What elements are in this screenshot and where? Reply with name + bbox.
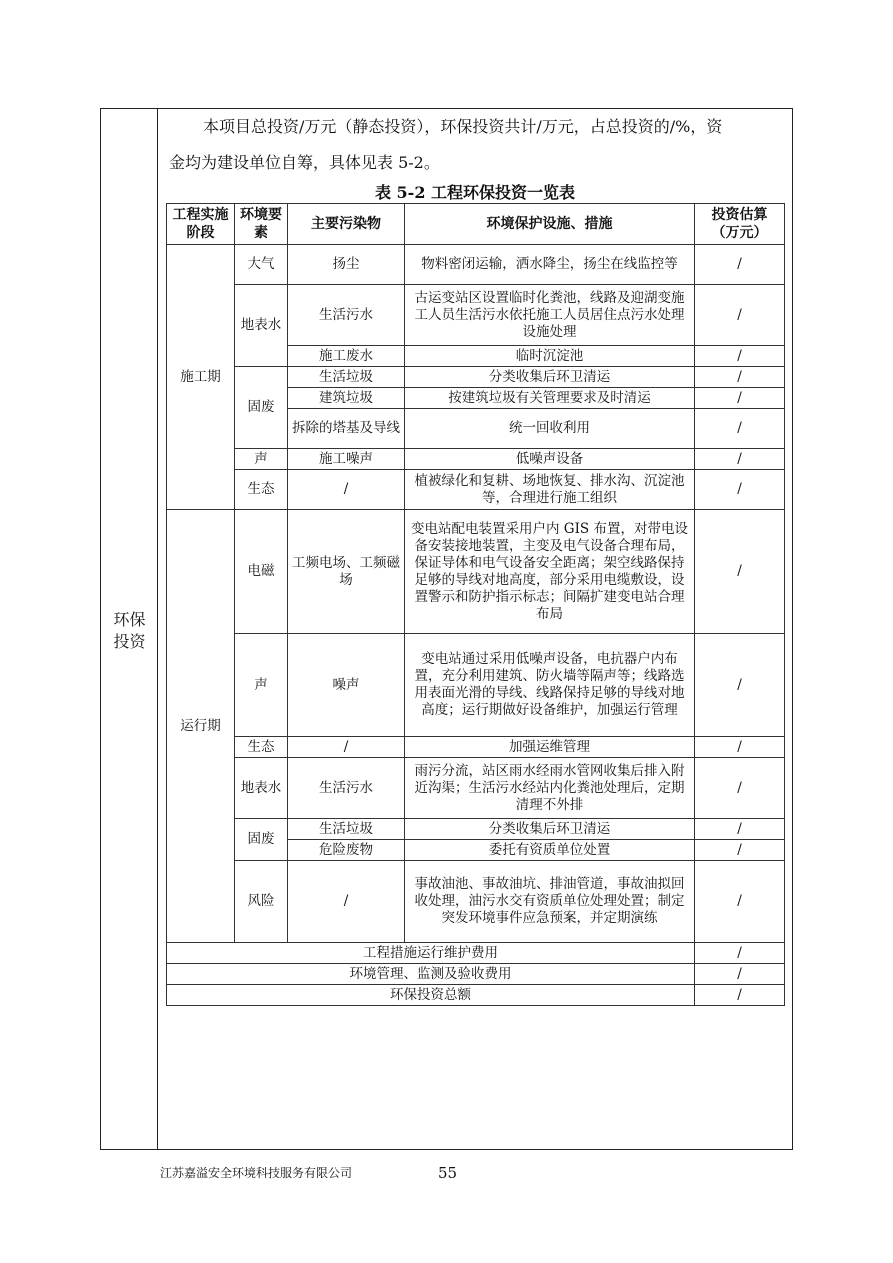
table-row bbox=[167, 367, 785, 388]
measure-cell: 按建筑垃圾有关管理要求及时清运 bbox=[405, 388, 695, 409]
measure-cell: 变电站配电装置采用户内 GIS 布置，对带电设备安装接地装置，主变及电气设备合理布局，保证导体和电气设备安全距离；架空线路保持足够的导线对地高度，部分采用电缆敷设，设置警示和防护指示标志；间隔扩建变电站合理布局 bbox=[405, 510, 695, 634]
measure-cell: 植被绿化和复耕、场地恢复、排水沟、沉淀池等，合理进行施工组织 bbox=[405, 470, 695, 510]
measure-cell: 古运变站区设置临时化粪池，线路及迎湖变施工人员生活污水依托施工人员居住点污水处理设施处理 bbox=[405, 285, 695, 346]
table-row bbox=[167, 245, 785, 285]
table-row bbox=[167, 449, 785, 470]
pollutant-cell: 施工废水 bbox=[288, 346, 405, 367]
pollutant-cell: 危险废物 bbox=[288, 840, 405, 861]
intro-paragraph bbox=[169, 109, 784, 181]
element-cell: 生态 bbox=[235, 737, 288, 758]
element-cell: 地表水 bbox=[235, 285, 288, 367]
measure-cell: 分类收集后环卫清运 bbox=[405, 367, 695, 388]
measure-cell: 临时沉淀池 bbox=[405, 346, 695, 367]
measure-cell: 雨污分流，站区雨水经雨水管网收集后排入附近沟渠；生活污水经站内化粪池处理后，定期清理不外排 bbox=[405, 758, 695, 819]
cost-cell: / bbox=[695, 737, 785, 758]
pollutant-cell: 扬尘 bbox=[288, 245, 405, 285]
table-row bbox=[167, 819, 785, 840]
header-measure: 环境保护设施、措施 bbox=[405, 204, 695, 245]
summary-label: 工程措施运行维护费用 bbox=[167, 943, 695, 964]
cost-cell: / bbox=[695, 245, 785, 285]
cost-cell: / bbox=[695, 861, 785, 943]
pollutant-cell: 建筑垃圾 bbox=[288, 388, 405, 409]
summary-cost: / bbox=[695, 943, 785, 964]
table-row bbox=[167, 470, 785, 510]
table-header-row bbox=[167, 204, 785, 245]
measure-cell: 分类收集后环卫清运 bbox=[405, 819, 695, 840]
investment-table bbox=[166, 203, 785, 1006]
element-cell: 固废 bbox=[235, 819, 288, 861]
element-cell: 风险 bbox=[235, 861, 288, 943]
cost-cell: / bbox=[695, 840, 785, 861]
cost-cell: / bbox=[695, 634, 785, 737]
intro-line-2: 金均为建设单位自筹，具体见表 5-2。 bbox=[169, 153, 440, 172]
summary-label: 环保投资总额 bbox=[167, 985, 695, 1006]
element-cell: 地表水 bbox=[235, 758, 288, 819]
pollutant-cell: 生活污水 bbox=[288, 758, 405, 819]
cost-cell: / bbox=[695, 758, 785, 819]
phase-cell: 施工期 bbox=[167, 245, 235, 510]
summary-cost: / bbox=[695, 985, 785, 1006]
page-number: 55 bbox=[438, 1164, 458, 1182]
pollutant-cell: / bbox=[288, 470, 405, 510]
table-row bbox=[167, 737, 785, 758]
section-label bbox=[101, 609, 158, 653]
cost-cell: / bbox=[695, 409, 785, 449]
header-pollutant: 主要污染物 bbox=[288, 204, 405, 245]
pollutant-cell: 噪声 bbox=[288, 634, 405, 737]
pollutant-cell: 施工噪声 bbox=[288, 449, 405, 470]
summary-row bbox=[167, 943, 785, 964]
table-row bbox=[167, 510, 785, 634]
cost-cell: / bbox=[695, 819, 785, 840]
element-cell: 大气 bbox=[235, 245, 288, 285]
left-column bbox=[101, 109, 158, 1149]
summary-row bbox=[167, 985, 785, 1006]
table-row bbox=[167, 634, 785, 737]
summary-row bbox=[167, 964, 785, 985]
cost-cell: / bbox=[695, 388, 785, 409]
cost-cell: / bbox=[695, 510, 785, 634]
table-row bbox=[167, 758, 785, 819]
cost-cell: / bbox=[695, 367, 785, 388]
pollutant-cell: 生活垃圾 bbox=[288, 367, 405, 388]
measure-cell: 事故油池、事故油坑、排油管道，事故油拟回收处理，油污水交有资质单位处理处置；制定突发环境事件应急预案，并定期演练 bbox=[405, 861, 695, 943]
pollutant-cell: 生活污水 bbox=[288, 285, 405, 346]
cost-cell: / bbox=[695, 470, 785, 510]
pollutant-cell: 工频电场、工频磁场 bbox=[288, 510, 405, 634]
cost-cell: / bbox=[695, 449, 785, 470]
intro-line-1: 本项目总投资/万元（静态投资），环保投资共计/万元，占总投资的/%，资 bbox=[203, 117, 723, 136]
element-cell: 声 bbox=[235, 634, 288, 737]
element-cell: 固废 bbox=[235, 367, 288, 449]
measure-cell: 物料密闭运输，洒水降尘，扬尘在线监控等 bbox=[405, 245, 695, 285]
header-phase: 工程实施阶段 bbox=[167, 204, 235, 245]
pollutant-cell: 生活垃圾 bbox=[288, 819, 405, 840]
footer-company: 江苏嘉溢安全环境科技服务有限公司 bbox=[160, 1166, 353, 1180]
header-element: 环境要素 bbox=[235, 204, 288, 245]
cost-cell: / bbox=[695, 346, 785, 367]
element-cell: 声 bbox=[235, 449, 288, 470]
summary-cost: / bbox=[695, 964, 785, 985]
measure-cell: 变电站通过采用低噪声设备，电抗器户内布置，充分利用建筑、防火墙等隔声等；线路选用表面光滑的导线、线路保持足够的导线对地高度；运行期做好设备维护，加强运行管理 bbox=[405, 634, 695, 737]
phase-cell: 运行期 bbox=[167, 510, 235, 943]
measure-cell: 委托有资质单位处置 bbox=[405, 840, 695, 861]
header-cost: 投资估算（万元） bbox=[695, 204, 785, 245]
measure-cell: 统一回收利用 bbox=[405, 409, 695, 449]
element-cell: 生态 bbox=[235, 470, 288, 510]
form-frame bbox=[100, 108, 793, 1150]
cost-cell: / bbox=[695, 285, 785, 346]
measure-cell: 低噪声设备 bbox=[405, 449, 695, 470]
pollutant-cell: 拆除的塔基及导线 bbox=[288, 409, 405, 449]
element-cell: 电磁 bbox=[235, 510, 288, 634]
summary-label: 环境管理、监测及验收费用 bbox=[167, 964, 695, 985]
measure-cell: 加强运维管理 bbox=[405, 737, 695, 758]
pollutant-cell: / bbox=[288, 737, 405, 758]
pollutant-cell: / bbox=[288, 861, 405, 943]
table-row bbox=[167, 285, 785, 346]
table-title: 表 5-2 工程环保投资一览表 bbox=[374, 183, 576, 202]
table-row bbox=[167, 861, 785, 943]
section-label-text: 环保投资 bbox=[113, 610, 146, 651]
